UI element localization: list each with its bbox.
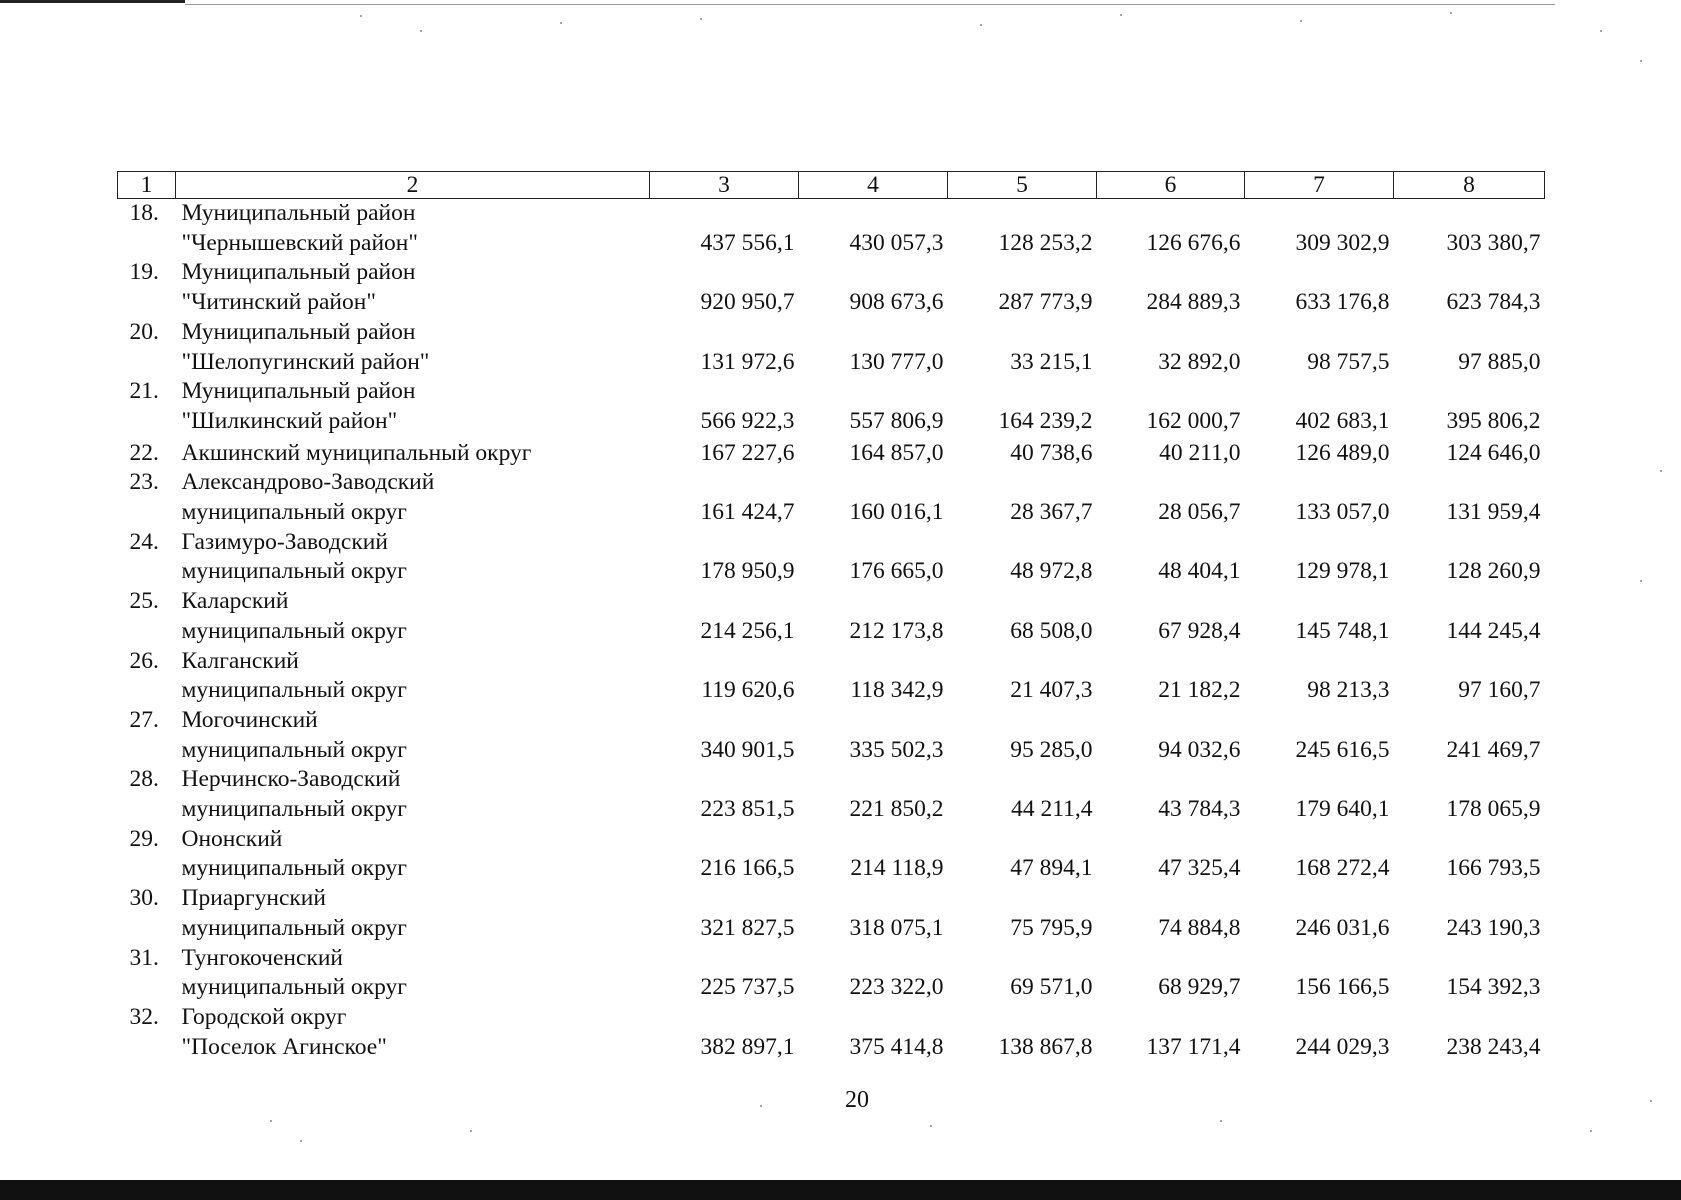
value-col-8: 128 260,9: [1446, 558, 1541, 585]
value-col-5: 138 867,8: [998, 1033, 1093, 1060]
municipality-name: [176, 1003, 650, 1062]
value-col-6: 137 171,4: [1146, 1033, 1241, 1060]
municipality-name-line: муниципальный округ: [181, 558, 407, 585]
row-number: 28.: [129, 766, 159, 793]
value-col-4: 557 806,9: [849, 407, 944, 434]
value-col-4: 160 016,1: [849, 499, 944, 526]
value-col-8: 124 646,0: [1446, 439, 1541, 466]
municipality-name-line: "Чернышевский район": [181, 229, 418, 256]
value-col-4: 118 342,9: [850, 677, 944, 704]
row-number: 31.: [129, 944, 159, 971]
value-col-8: 395 806,2: [1446, 407, 1541, 434]
scan-noise-speck: [300, 1140, 302, 1142]
scan-noise-speck: [1120, 14, 1122, 16]
scan-noise-speck: [1640, 60, 1642, 62]
value-col-3: 131 972,6: [700, 348, 795, 375]
value-col-8: 623 784,3: [1446, 289, 1541, 316]
municipality-name-line: Муниципальный район: [181, 200, 416, 226]
scan-noise-speck: [560, 22, 562, 24]
municipality-name-line: муниципальный округ: [181, 796, 407, 823]
value-col-7: 168 272,4: [1295, 855, 1390, 882]
value-col-8: 131 959,4: [1446, 499, 1541, 526]
value-col-4: 223 322,0: [849, 974, 944, 1001]
municipality-name-line: Муниципальный район: [181, 259, 416, 286]
header-col-4: 4: [799, 172, 948, 199]
scan-noise-speck: [360, 15, 362, 17]
value-col-8: 238 243,4: [1446, 1033, 1541, 1060]
value-col-3: 566 922,3: [700, 407, 795, 434]
table-row: [118, 765, 1545, 824]
scan-noise-speck: [1300, 20, 1302, 22]
table-row: [118, 318, 1545, 377]
scan-noise-speck: [760, 1105, 762, 1107]
header-col-1: 1: [118, 172, 176, 199]
scan-noise-speck: [470, 1130, 472, 1132]
value-col-8: 241 469,7: [1446, 736, 1541, 763]
value-col-4: 221 850,2: [849, 796, 944, 823]
value-col-6: 48 404,1: [1158, 558, 1241, 585]
value-col-3: 223 851,5: [700, 796, 795, 823]
scan-noise-speck: [700, 18, 702, 20]
municipality-name: [176, 587, 650, 646]
value-col-5: 47 894,1: [1010, 855, 1093, 882]
municipality-name-line: муниципальный округ: [181, 974, 407, 1001]
value-col-6: 43 784,3: [1158, 796, 1241, 823]
value-col-6: 126 676,6: [1146, 229, 1241, 256]
value-col-6: 68 929,7: [1158, 974, 1241, 1001]
row-number: 20.: [129, 318, 159, 345]
municipality-name-line: Александрово-Заводский: [181, 469, 435, 496]
value-col-6: 284 889,3: [1146, 289, 1241, 316]
table-row: [118, 528, 1545, 587]
municipality-name-line: Муниципальный район: [181, 378, 416, 405]
municipality-name: [176, 825, 650, 884]
scan-noise-speck: [1590, 1130, 1592, 1132]
value-col-7: 98 757,5: [1307, 348, 1390, 375]
value-col-8: 303 380,7: [1446, 229, 1541, 256]
municipality-name-line: муниципальный округ: [181, 617, 407, 644]
municipality-name-line: Ононский: [181, 825, 283, 852]
value-col-5: 95 285,0: [1010, 736, 1093, 763]
municipality-name: [176, 765, 650, 824]
municipality-name: [176, 377, 650, 436]
value-col-8: 154 392,3: [1446, 974, 1541, 1001]
value-col-3: 178 950,9: [700, 558, 795, 585]
municipality-name: [176, 437, 650, 469]
value-col-6: 21 182,2: [1158, 677, 1241, 704]
scan-top-edge-line: [0, 0, 185, 3]
table-row: [118, 1003, 1545, 1062]
municipality-name-line: Каларский: [181, 588, 289, 615]
municipality-name: [176, 468, 650, 527]
value-col-8: 178 065,9: [1446, 796, 1541, 823]
row-number: 29.: [129, 825, 159, 852]
value-col-4: 130 777,0: [849, 348, 944, 375]
scan-noise-speck: [980, 24, 982, 26]
value-col-3: 437 556,1: [700, 229, 795, 256]
value-col-3: 382 897,1: [700, 1033, 795, 1060]
municipality-name-line: Газимуро-Заводский: [181, 528, 388, 555]
municipality-name: [176, 318, 650, 377]
value-col-3: 225 737,5: [700, 974, 795, 1001]
value-col-7: 402 683,1: [1295, 407, 1390, 434]
table-row: [118, 587, 1545, 646]
municipality-name-line: Муниципальный район: [181, 318, 416, 345]
value-col-3: 167 227,6: [700, 439, 795, 466]
municipality-name: [176, 884, 650, 943]
municipality-name-line: Тунгокоченский: [181, 944, 344, 971]
table-row: [118, 825, 1545, 884]
value-col-3: 119 620,6: [701, 677, 795, 704]
value-col-5: 75 795,9: [1010, 914, 1093, 941]
table-body: [118, 199, 1545, 1063]
value-col-6: 28 056,7: [1158, 499, 1241, 526]
value-col-7: 156 166,5: [1295, 974, 1390, 1001]
municipality-name-line: муниципальный округ: [181, 736, 407, 763]
header-col-7: 7: [1245, 172, 1394, 199]
value-col-3: 161 424,7: [700, 499, 795, 526]
row-number: 26.: [129, 647, 159, 674]
table-row: [118, 884, 1545, 943]
value-col-4: 908 673,6: [849, 289, 944, 316]
table-row: [118, 468, 1545, 527]
row-number: 32.: [129, 1003, 159, 1030]
value-col-5: 68 508,0: [1010, 617, 1093, 644]
scan-noise-speck: [1220, 1120, 1222, 1122]
value-col-5: 48 972,8: [1010, 558, 1093, 585]
municipality-name-line: Городской округ: [181, 1003, 347, 1030]
value-col-7: 129 978,1: [1295, 558, 1390, 585]
scan-noise-speck: [1640, 580, 1642, 582]
row-number: 22.: [129, 439, 159, 466]
value-col-4: 318 075,1: [849, 914, 944, 941]
value-col-6: 94 032,6: [1158, 736, 1241, 763]
scan-noise-speck: [1660, 470, 1662, 472]
municipality-name-line: муниципальный округ: [181, 914, 407, 941]
value-col-7: 145 748,1: [1295, 617, 1390, 644]
table-row: [118, 944, 1545, 1003]
row-number: 21.: [129, 378, 159, 405]
value-col-8: 97 160,7: [1458, 677, 1541, 704]
municipality-name-line: "Шелопугинский район": [181, 348, 430, 375]
municipality-name: [176, 706, 650, 765]
municipality-name-line: Нерчинско-Заводский: [181, 766, 401, 793]
value-col-7: 309 302,9: [1295, 229, 1390, 256]
value-col-3: 321 827,5: [700, 914, 795, 941]
value-col-7: 133 057,0: [1295, 499, 1390, 526]
table-row: [118, 258, 1545, 317]
value-col-3: 340 901,5: [700, 736, 795, 763]
value-col-5: 33 215,1: [1010, 348, 1093, 375]
municipality-name-line: муниципальный округ: [181, 499, 407, 526]
header-col-6: 6: [1097, 172, 1245, 199]
value-col-3: 214 256,1: [700, 617, 795, 644]
value-col-4: 212 173,8: [849, 617, 944, 644]
municipality-name: [176, 528, 650, 587]
value-col-7: 633 176,8: [1295, 289, 1390, 316]
header-col-3: 3: [650, 172, 799, 199]
value-col-5: 69 571,0: [1010, 974, 1093, 1001]
header-col-8: 8: [1394, 172, 1545, 199]
municipality-name: [176, 258, 650, 317]
value-col-6: 40 211,0: [1159, 439, 1241, 466]
scan-noise-speck: [1450, 12, 1452, 14]
value-col-6: 32 892,0: [1158, 348, 1241, 375]
table-row: [118, 647, 1545, 706]
value-col-6: 67 928,4: [1158, 617, 1241, 644]
row-number: 18.: [129, 200, 159, 226]
value-col-4: 335 502,3: [849, 736, 944, 763]
value-col-5: 28 367,7: [1010, 499, 1093, 526]
scan-noise-speck: [1600, 30, 1602, 32]
value-col-8: 144 245,4: [1446, 617, 1541, 644]
scan-noise-speck: [930, 1125, 932, 1127]
row-number: 25.: [129, 588, 159, 615]
value-col-7: 245 616,5: [1295, 736, 1390, 763]
municipality-name: [176, 944, 650, 1003]
value-col-6: 162 000,7: [1146, 407, 1241, 434]
table-row: [118, 437, 1545, 469]
table-row: [118, 199, 1545, 259]
row-number: 24.: [129, 528, 159, 555]
row-number: 19.: [129, 259, 159, 286]
value-col-4: 430 057,3: [849, 229, 944, 256]
municipality-name-line: муниципальный округ: [181, 855, 407, 882]
value-col-4: 164 857,0: [849, 439, 944, 466]
municipality-name-line: муниципальный округ: [181, 677, 407, 704]
value-col-7: 98 213,3: [1307, 677, 1390, 704]
scan-noise-speck: [420, 30, 422, 32]
value-col-7: 179 640,1: [1295, 796, 1390, 823]
value-col-4: 214 118,9: [850, 855, 944, 882]
value-col-3: 920 950,7: [700, 289, 795, 316]
value-col-5: 44 211,4: [1011, 796, 1093, 823]
value-col-7: 126 489,0: [1295, 439, 1390, 466]
value-col-3: 216 166,5: [700, 855, 795, 882]
table-row: [118, 377, 1545, 436]
value-col-8: 166 793,5: [1446, 855, 1541, 882]
municipality-name-line: "Читинский район": [181, 289, 376, 316]
scan-noise-speck: [270, 1120, 272, 1122]
value-col-5: 164 239,2: [998, 407, 1093, 434]
value-col-5: 21 407,3: [1010, 677, 1093, 704]
row-number: 23.: [129, 469, 159, 496]
value-col-4: 176 665,0: [849, 558, 944, 585]
value-col-6: 74 884,8: [1158, 914, 1241, 941]
municipality-name-line: Приаргунский: [181, 885, 326, 912]
header-col-5: 5: [948, 172, 1097, 199]
municipality-name: [176, 199, 650, 259]
municipality-name-line: "Шилкинский район": [181, 407, 398, 434]
value-col-7: 246 031,6: [1295, 914, 1390, 941]
budget-table: [117, 171, 1545, 1062]
municipality-name-line: Акшинский муниципальный округ: [181, 439, 532, 466]
scan-bottom-edge: [0, 1180, 1681, 1200]
header-col-2: 2: [176, 172, 650, 199]
column-number-header: [118, 172, 1545, 199]
value-col-6: 47 325,4: [1158, 855, 1241, 882]
value-col-5: 287 773,9: [998, 289, 1093, 316]
row-number: 27.: [129, 706, 159, 733]
page-number: 20: [845, 1087, 869, 1113]
row-number: 30.: [129, 885, 159, 912]
municipality-name-line: Калганский: [181, 647, 299, 674]
value-col-5: 128 253,2: [998, 229, 1093, 256]
municipality-name-line: Могочинский: [181, 706, 318, 733]
value-col-8: 97 885,0: [1458, 348, 1541, 375]
scan-top-rule: [185, 4, 1555, 5]
table-row: [118, 706, 1545, 765]
value-col-5: 40 738,6: [1010, 439, 1093, 466]
scan-noise-speck: [1650, 1100, 1652, 1102]
value-col-7: 244 029,3: [1295, 1033, 1390, 1060]
value-col-8: 243 190,3: [1446, 914, 1541, 941]
municipality-name-line: "Поселок Агинское": [181, 1033, 387, 1060]
value-col-4: 375 414,8: [849, 1033, 944, 1060]
municipality-name: [176, 647, 650, 706]
